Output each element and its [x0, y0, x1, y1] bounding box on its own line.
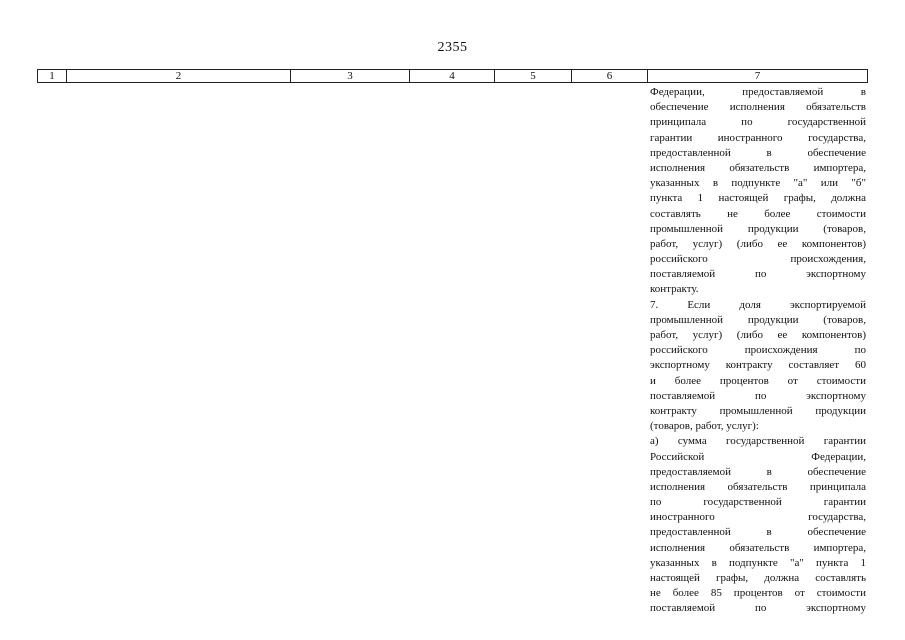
text-line: исполнения обязательств принципала	[650, 480, 866, 493]
text-line: иностранного государства,	[650, 511, 866, 524]
table-header-row	[37, 69, 868, 83]
column-header-3: 3	[291, 70, 410, 82]
text-line: поставляемой по экспортному	[650, 602, 866, 615]
text-line: контракту промышленной продукции	[650, 404, 866, 417]
text-line: а) сумма государственной гарантии	[650, 435, 866, 448]
text-line: принципала по государственной	[650, 116, 866, 129]
text-line: указанных в подпункте "а" пункта 1	[650, 556, 866, 569]
column-header-6: 6	[572, 70, 648, 82]
column-7-text	[650, 85, 866, 617]
text-line: по государственной гарантии	[650, 496, 866, 509]
column-header-2: 2	[67, 70, 291, 82]
text-line: поставляемой по экспортному	[650, 389, 866, 402]
text-line: работ, услуг) (либо ее компонентов)	[650, 237, 866, 250]
text-line: предоставленной в обеспечение	[650, 146, 866, 159]
text-line: гарантии иностранного государства,	[650, 131, 866, 144]
text-line: не более 85 процентов от стоимости	[650, 587, 866, 600]
text-line: составлять не более стоимости	[650, 207, 866, 220]
text-line: контракту.	[650, 283, 699, 296]
text-line: Федерации, предоставляемой в	[650, 86, 866, 98]
text-line: исполнения обязательств импортера,	[650, 541, 866, 554]
text-line: промышленной продукции (товаров,	[650, 313, 866, 326]
text-line: пункта 1 настоящей графы, должна	[650, 192, 866, 205]
text-line: российского происхождения,	[650, 253, 866, 266]
text-line: (товаров, работ, услуг):	[650, 420, 759, 433]
text-line: экспортному контракту составляет 60	[650, 359, 866, 372]
text-line: работ, услуг) (либо ее компонентов)	[650, 329, 866, 341]
column-header-5: 5	[495, 70, 572, 82]
text-line: и более процентов от стоимости	[650, 374, 866, 387]
text-line: российского происхождения по	[650, 344, 866, 357]
text-line: Российской Федерации,	[650, 450, 866, 463]
text-line: исполнения обязательств импортера,	[650, 161, 866, 174]
column-header-4: 4	[410, 70, 495, 82]
text-line: предоставляемой в обеспечение	[650, 465, 866, 478]
text-line: предоставленной в обеспечение	[650, 526, 866, 539]
text-line: указанных в подпункте "а" или "б"	[650, 177, 866, 190]
column-header-7: 7	[754, 70, 761, 82]
text-line: 7. Если доля экспортируемой	[650, 298, 866, 311]
column-header-1: 1	[38, 70, 67, 82]
text-line: обеспечение исполнения обязательств	[650, 101, 866, 114]
page-number: 2355	[437, 40, 468, 55]
text-line: настоящей графы, должна составлять	[650, 572, 866, 584]
text-line: поставляемой по экспортному	[650, 268, 866, 281]
text-line: промышленной продукции (товаров,	[650, 222, 866, 235]
